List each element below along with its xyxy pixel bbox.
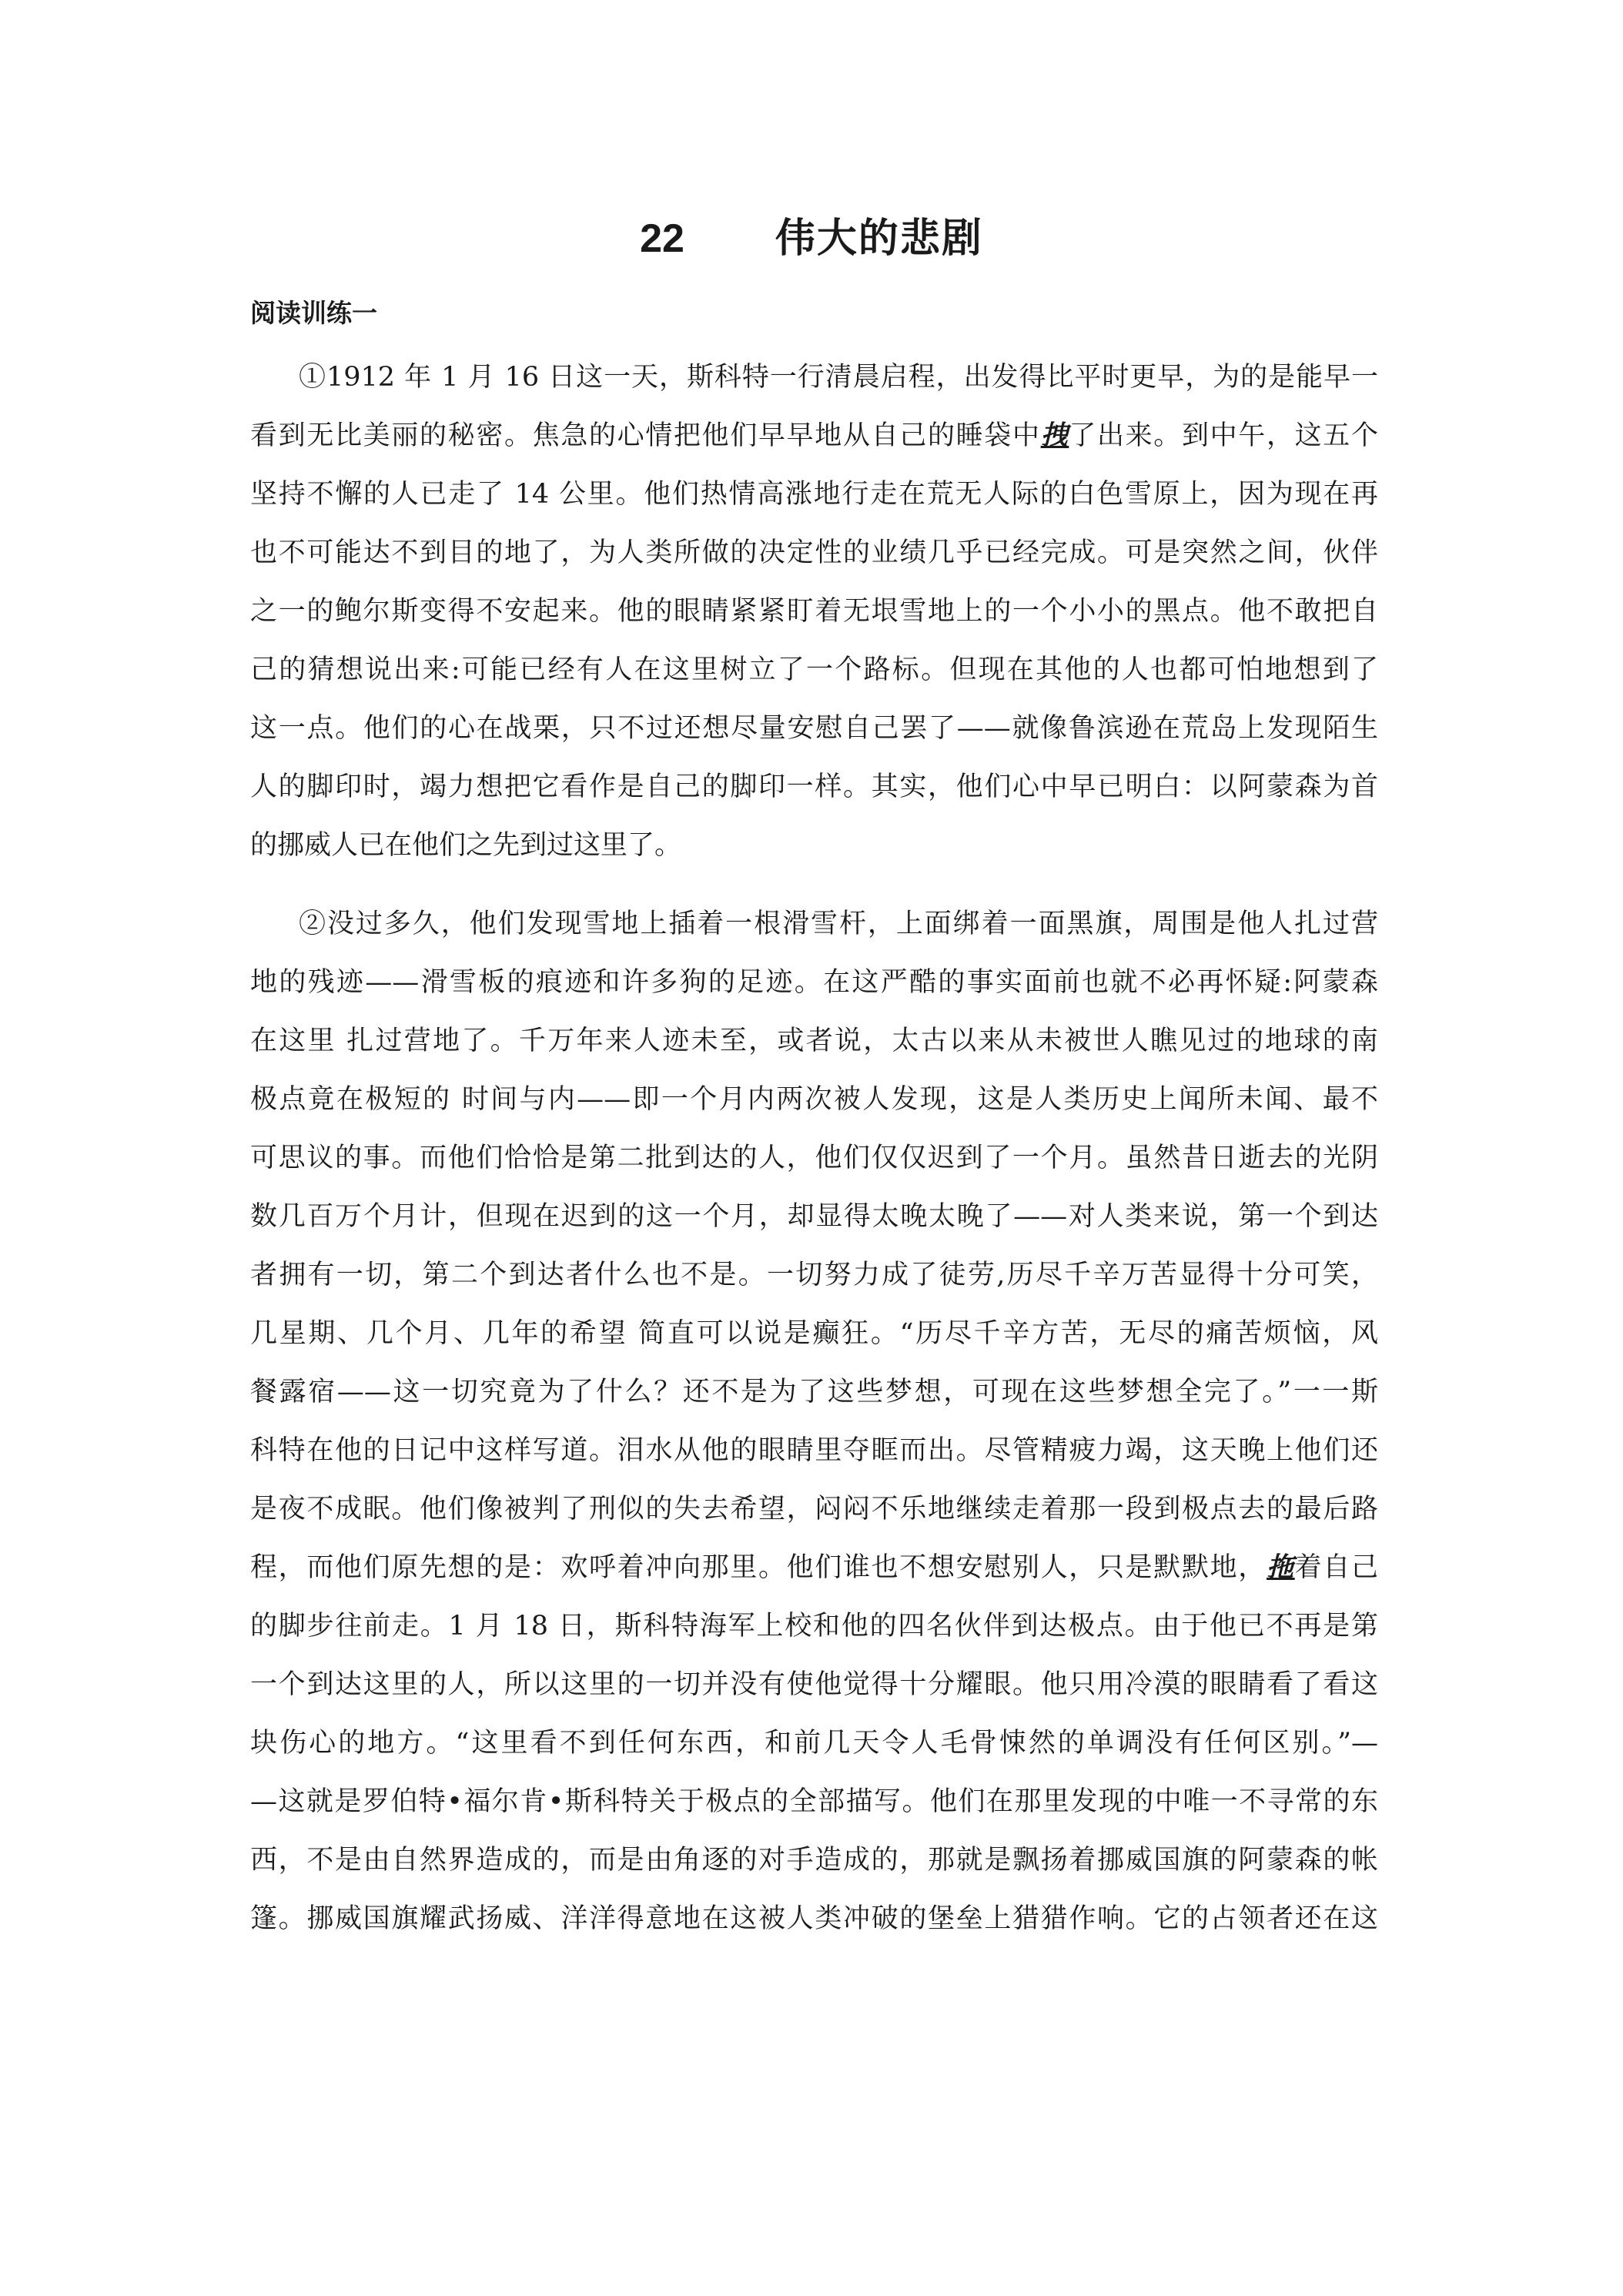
paragraph-line: 极点竟在极短的 时间与内——即一个月内两次被人发现，这是人类历史上闻所未闻、最不	[250, 1084, 1378, 1115]
paragraph-line: 的挪威人已在他们之先到过这里了。	[250, 830, 682, 861]
paragraph-line: 西，不是由自然界造成的，而是由角逐的对手造成的，那就是飘扬着挪威国旗的阿蒙森的帐	[250, 1845, 1378, 1876]
emphasized-word: 拽	[1040, 420, 1069, 451]
paragraph-line: —这就是罗伯特•福尔肯•斯科特关于极点的全部描写。他们在那里发现的中唯一不寻常的东	[250, 1786, 1378, 1817]
paragraph-line: 的脚步往前走。1 月 18 日，斯科特海军上校和他的四名伙伴到达极点。由于他已不再是第	[250, 1611, 1378, 1642]
paragraph-line: 也不可能达不到目的地了，为人类所做的决定性的业绩几乎已经完成。可是突然之间，伙伴	[250, 537, 1378, 568]
paragraph-line: 坚持不懈的人已走了 14 公里。他们热情高涨地行走在荒无人际的白色雪原上，因为现在再	[250, 479, 1378, 510]
paragraph-line: 人的脚印时，竭力想把它看作是自己的脚印一样。其实，他们心中早已明白：以阿蒙森为首	[250, 771, 1378, 802]
paragraph-line	[250, 1538, 1378, 1597]
line-segment: 程，而他们原先想的是：欢呼着冲向那里。他们谁也不想安慰别人，只是默默地，	[250, 1552, 1267, 1583]
line-segment: 看到无比美丽的秘密。焦急的心情把他们早早地从自己的睡袋中	[250, 420, 1041, 451]
paragraph-line: 块伤心的地方。“这里看不到任何东西，和前几天令人毛骨悚然的单调没有任何区别。”—	[250, 1728, 1378, 1759]
paragraph-line: ②没过多久，他们发现雪地上插着一根滑雪杆，上面绑着一面黑旗，周围是他人扎过营	[299, 909, 1378, 939]
paragraph-line: 这一点。他们的心在战栗，只不过还想尽量安慰自己罢了——就像鲁滨逊在荒岛上发现陌生	[250, 713, 1378, 744]
paragraph-line: 科特在他的日记中这样写道。泪水从他的眼睛里夺眶而出。尽管精疲力竭，这天晚上他们还	[250, 1435, 1378, 1466]
emphasized-word: 拖	[1266, 1551, 1295, 1583]
lesson-number: 22	[640, 216, 684, 261]
paragraph-1	[250, 348, 1378, 875]
paragraph-line	[250, 407, 1378, 465]
paragraph-line: 在这里 扎过营地了。千万年来人迹未至，或者说，太古以来从未被世人瞧见过的地球的南	[250, 1026, 1378, 1056]
line-segment: 着自己	[1294, 1552, 1378, 1583]
paragraph-line: 之一的鲍尔斯变得不安起来。他的眼睛紧紧盯着无垠雪地上的一个小小的黑点。他不敢把自	[250, 596, 1378, 627]
line-segment: 了出来。到中午，这五个	[1069, 420, 1378, 451]
paragraph-line: 篷。挪威国旗耀武扬威、洋洋得意地在这被人类冲破的堡垒上猎猎作响。它的占领者还在这	[250, 1903, 1378, 1934]
paragraph-line: 是夜不成眠。他们像被判了刑似的失去希望，闷闷不乐地继续走着那一段到极点去的最后路	[250, 1494, 1378, 1525]
lesson-title	[0, 208, 1623, 269]
paragraph-line: 地的残迹——滑雪板的痕迹和许多狗的足迹。在这严酷的事实面前也就不必再怀疑:阿蒙森	[250, 967, 1378, 998]
paragraph-line: 餐露宿——这一切究竟为了什么？还不是为了这些梦想，可现在这些梦想全完了。”一一斯	[250, 1377, 1378, 1407]
paragraph-line: 一个到达这里的人，所以这里的一切并没有使他觉得十分耀眼。他只用冷漠的眼睛看了看这	[250, 1669, 1378, 1700]
paragraph-line: 几星期、几个月、几年的希望 简直可以说是癫狂。“历尽千辛方苦，无尽的痛苦烦恼，风	[250, 1318, 1378, 1349]
lesson-name: 伟大的悲剧	[775, 216, 983, 262]
section-heading: 阅读训练一	[250, 298, 377, 328]
paragraph-line: 者拥有一切，第二个到达者什么也不是。一切努力成了徒劳,历尽千辛万苦显得十分可笑，	[250, 1260, 1378, 1290]
paragraph-line: 数几百万个月计，但现在迟到的这一个月，却显得太晚太晚了——对人类来说，第一个到达	[250, 1201, 1378, 1232]
paragraph-2	[250, 895, 1378, 1948]
paragraph-line: 可思议的事。而他们恰恰是第二批到达的人，他们仅仅迟到了一个月。虽然昔日逝去的光阴	[250, 1143, 1378, 1173]
paragraph-line: 己的猜想说出来:可能已经有人在这里树立了一个路标。但现在其他的人也都可怕地想到了	[250, 654, 1378, 685]
paragraph-line: ①1912 年 1 月 16 日这一天，斯科特一行清晨启程，出发得比平时更早，为的是能早一	[299, 362, 1378, 393]
